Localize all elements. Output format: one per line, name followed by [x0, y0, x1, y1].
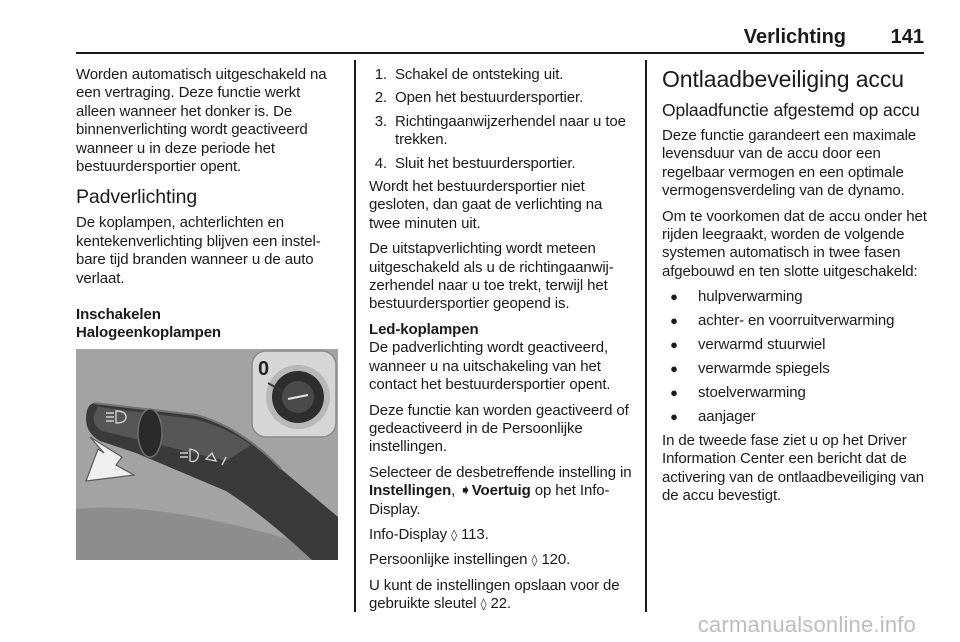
list-item: ● verwarmde spiegels [662, 360, 928, 378]
paragraph: Deze functie garandeert een maximale levensduur van de accu door een regelbaar vermogen en een optimale vermogensverdeling van de dynamo. [662, 127, 917, 200]
bullet-icon: ● [670, 289, 678, 305]
column-3 [662, 66, 928, 512]
paragraph: In de tweede fase ziet u op het Driver Information Center een bericht dat de activering van de ontlaadbeveiliging van de accu bevestigt. [662, 431, 925, 504]
dial-zero-label: 0 [258, 358, 270, 380]
stalk-illustration-svg [76, 349, 338, 560]
paragraph: Wordt het bestuurdersportier niet gesloten, dan gaat de verlichting na twee minuten uit. [369, 178, 603, 232]
list-item: ● achter- en voorruitverwarming [662, 312, 928, 330]
subsection-title-oplaadfunctie: Oplaadfunctie afgestemd op accu [662, 100, 920, 120]
paragraph: Selecteer de desbetreffende instelling in Instellingen, ➧Voertuig op het Info-Display. [369, 463, 632, 518]
section-title-ontlaadbeveiliging: Ontlaadbeveiliging accu [662, 66, 904, 92]
list-item: 4. Sluit het bestuurdersportier. [374, 154, 576, 172]
subheading-led-koplampen: Led-koplampen [369, 320, 479, 338]
reference-persoonlijke-instellingen: Persoonlijke instellingen ◊ 120. [369, 551, 571, 569]
page-title: Verlichting [743, 26, 846, 48]
paragraph: De padverlichting wordt geactiveerd, wanneer u na uitschakeling van het contact het bestuurdersportier opent. [369, 339, 611, 394]
menu-arrow-icon: ➧ [459, 482, 472, 500]
paragraph: Om te voorkomen dat de accu onder het rijden leegraakt, worden de volgende systemen automatisch in twee fasen afgebouwd en ten slotte uitgeschakeld: [662, 207, 927, 280]
bullet-icon: ● [670, 337, 678, 353]
menu-path-voertuig: Voertuig [471, 482, 531, 500]
header-rule [76, 52, 924, 54]
section-heading-padverlichting: Padverlichting [76, 186, 198, 209]
list-item: ● aanjager [662, 408, 928, 426]
bullet-icon: ● [670, 360, 678, 376]
watermark: carmanualsonline.info [697, 612, 916, 637]
bullet-icon: ● [670, 313, 678, 329]
steps-list [369, 66, 635, 173]
page-number: 141 [890, 26, 924, 48]
list-item: 1. Schakel de ontsteking uit. [374, 66, 564, 83]
menu-path-instellingen: Instellingen [369, 482, 452, 500]
systems-list [662, 288, 928, 426]
column-divider-1 [354, 60, 356, 612]
column-1 [76, 66, 340, 343]
list-item: 3. Richtingaanwijzerhendel naar u toe trekken. [374, 112, 626, 149]
list-item: ● hulpverwarming [662, 288, 928, 306]
reference-info-display: Info-Display ◊ 113. [369, 525, 489, 543]
reference-icon: ◊ [531, 553, 538, 568]
reference-icon: ◊ [480, 597, 487, 612]
paragraph: U kunt de instellingen opslaan voor de gebruikte sleutel ◊ 22. [369, 576, 620, 613]
subheading-inschakelen: Inschakelen [76, 306, 161, 324]
page-header [76, 26, 924, 50]
subheading-halogeenkoplampen: Halogeenkoplampen [76, 324, 221, 342]
paragraph: Worden automatisch uitgeschakeld na een vertraging. Deze functie werkt alleen wanneer het donker is. De binnenverlichting wordt geactiveerd wanneer u in deze periode het bestuurdersportier opent. [76, 66, 327, 176]
paragraph: De koplampen, achterlichten en kentekenverlichting blijven een instelbare tijd branden wanneer u de auto verlaat. [76, 214, 321, 287]
list-item: ● stoelverwarming [662, 384, 928, 402]
column-divider-2 [645, 60, 647, 612]
list-item: ● verwarmd stuurwiel [662, 336, 928, 354]
bullet-icon: ● [670, 408, 678, 424]
paragraph: De uitstapverlichting wordt meteen uitgeschakeld als u de richtingaanwijzerhendel naar u toe trekt, terwijl het bestuurdersportier geopend is. [369, 240, 614, 313]
reference-icon: ◊ [451, 527, 457, 542]
paragraph: Deze functie kan worden geactiveerd of gedeactiveerd in de Persoonlijke instellingen. [369, 401, 629, 456]
list-item: 2. Open het bestuurdersportier. [374, 89, 584, 107]
column-2 [369, 66, 635, 621]
stalk-illustration [76, 349, 338, 560]
bullet-icon: ● [670, 384, 678, 400]
